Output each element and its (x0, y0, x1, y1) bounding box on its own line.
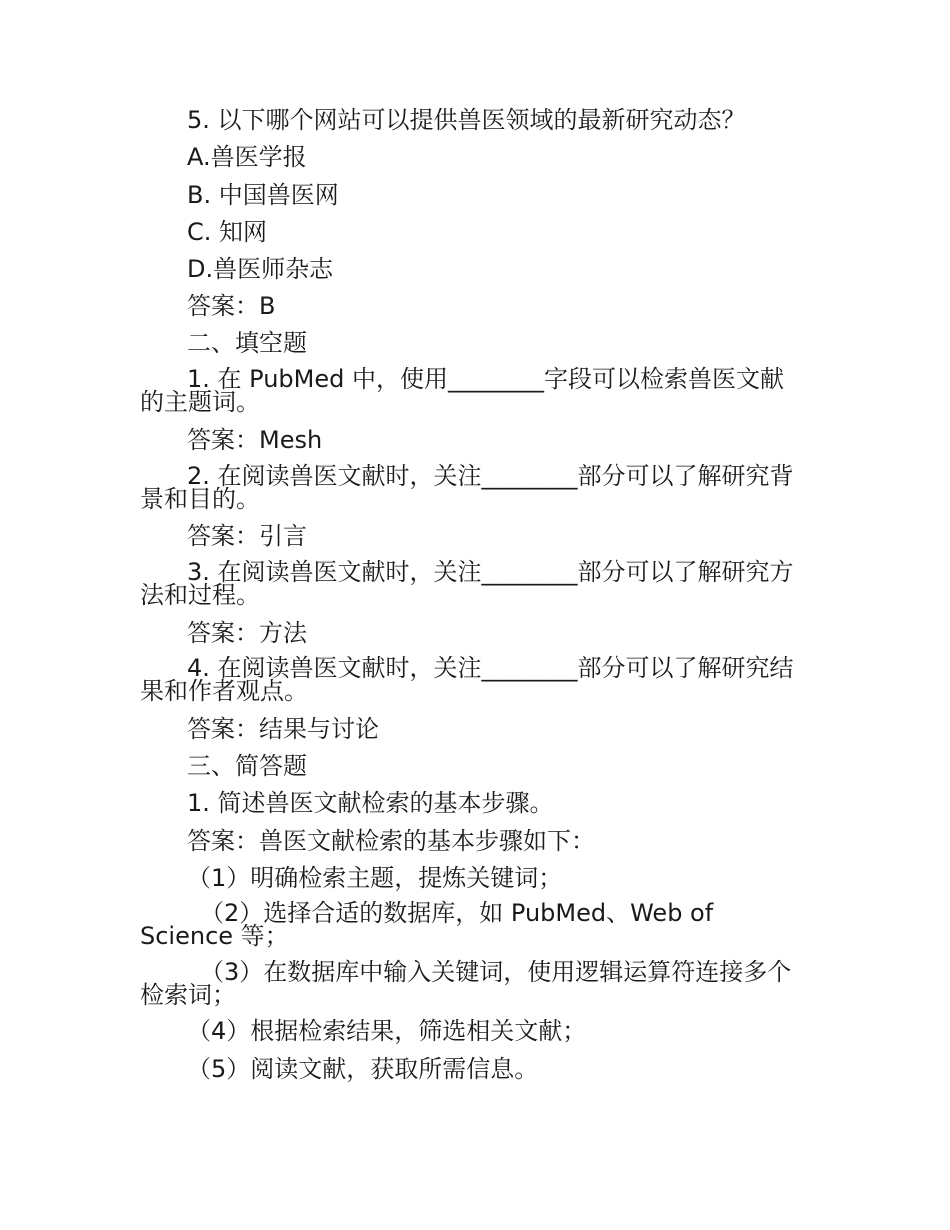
fill-question-3-line2: 法和过程。 (140, 581, 260, 609)
option-b: B. 中国兽医网 (187, 181, 339, 209)
fill-question-3-line1: 3. 在阅读兽医文献时，关注________部分可以了解研究方 (187, 558, 794, 586)
step-5: （5）阅读文献，获取所需信息。 (187, 1055, 539, 1083)
step-1: （1）明确检索主题，提炼关键词； (187, 864, 563, 892)
fill-answer-3: 答案：方法 (187, 619, 307, 647)
fill-question-4 (140, 654, 810, 705)
fill-question-2-line1: 2. 在阅读兽医文献时，关注________部分可以了解研究背 (187, 462, 794, 490)
fill-question-4-line2: 果和作者观点。 (140, 677, 308, 705)
section-heading-fill: 二、填空题 (187, 329, 307, 357)
step-4: （4）根据检索结果，筛选相关文献； (187, 1017, 587, 1045)
fill-answer-2: 答案：引言 (187, 522, 307, 550)
step-2-line1: （2）选择合适的数据库，如 PubMed、Web of (200, 899, 714, 927)
question-5: 5. 以下哪个网站可以提供兽医领域的最新研究动态？ (187, 106, 746, 134)
step-3-line2: 检索词； (140, 981, 236, 1009)
short-question-1: 1. 简述兽医文献检索的基本步骤。 (187, 789, 554, 817)
fill-question-1-line2: 的主题词。 (140, 388, 260, 416)
step-2 (140, 899, 810, 950)
fill-question-3 (140, 558, 810, 609)
fill-question-2-line2: 景和目的。 (140, 485, 260, 513)
answer-q5: 答案：B (187, 292, 276, 320)
step-2-line2: Science 等； (140, 922, 289, 950)
fill-question-2 (140, 462, 810, 513)
fill-question-1-line1: 1. 在 PubMed 中，使用________字段可以检索兽医文献 (187, 365, 784, 393)
option-d: D.兽医师杂志 (187, 255, 334, 283)
option-a: A.兽医学报 (187, 143, 307, 171)
fill-answer-4: 答案：结果与讨论 (187, 715, 379, 743)
short-answer-intro: 答案：兽医文献检索的基本步骤如下： (187, 827, 595, 855)
fill-question-4-line1: 4. 在阅读兽医文献时，关注________部分可以了解研究结 (187, 654, 794, 682)
fill-question-1 (140, 365, 810, 416)
fill-answer-1: 答案：Mesh (187, 426, 323, 454)
option-c: C. 知网 (187, 218, 268, 246)
section-heading-short: 三、简答题 (187, 752, 307, 780)
step-3-line1: （3）在数据库中输入关键词，使用逻辑运算符连接多个 (200, 958, 792, 986)
step-3 (140, 958, 810, 1009)
